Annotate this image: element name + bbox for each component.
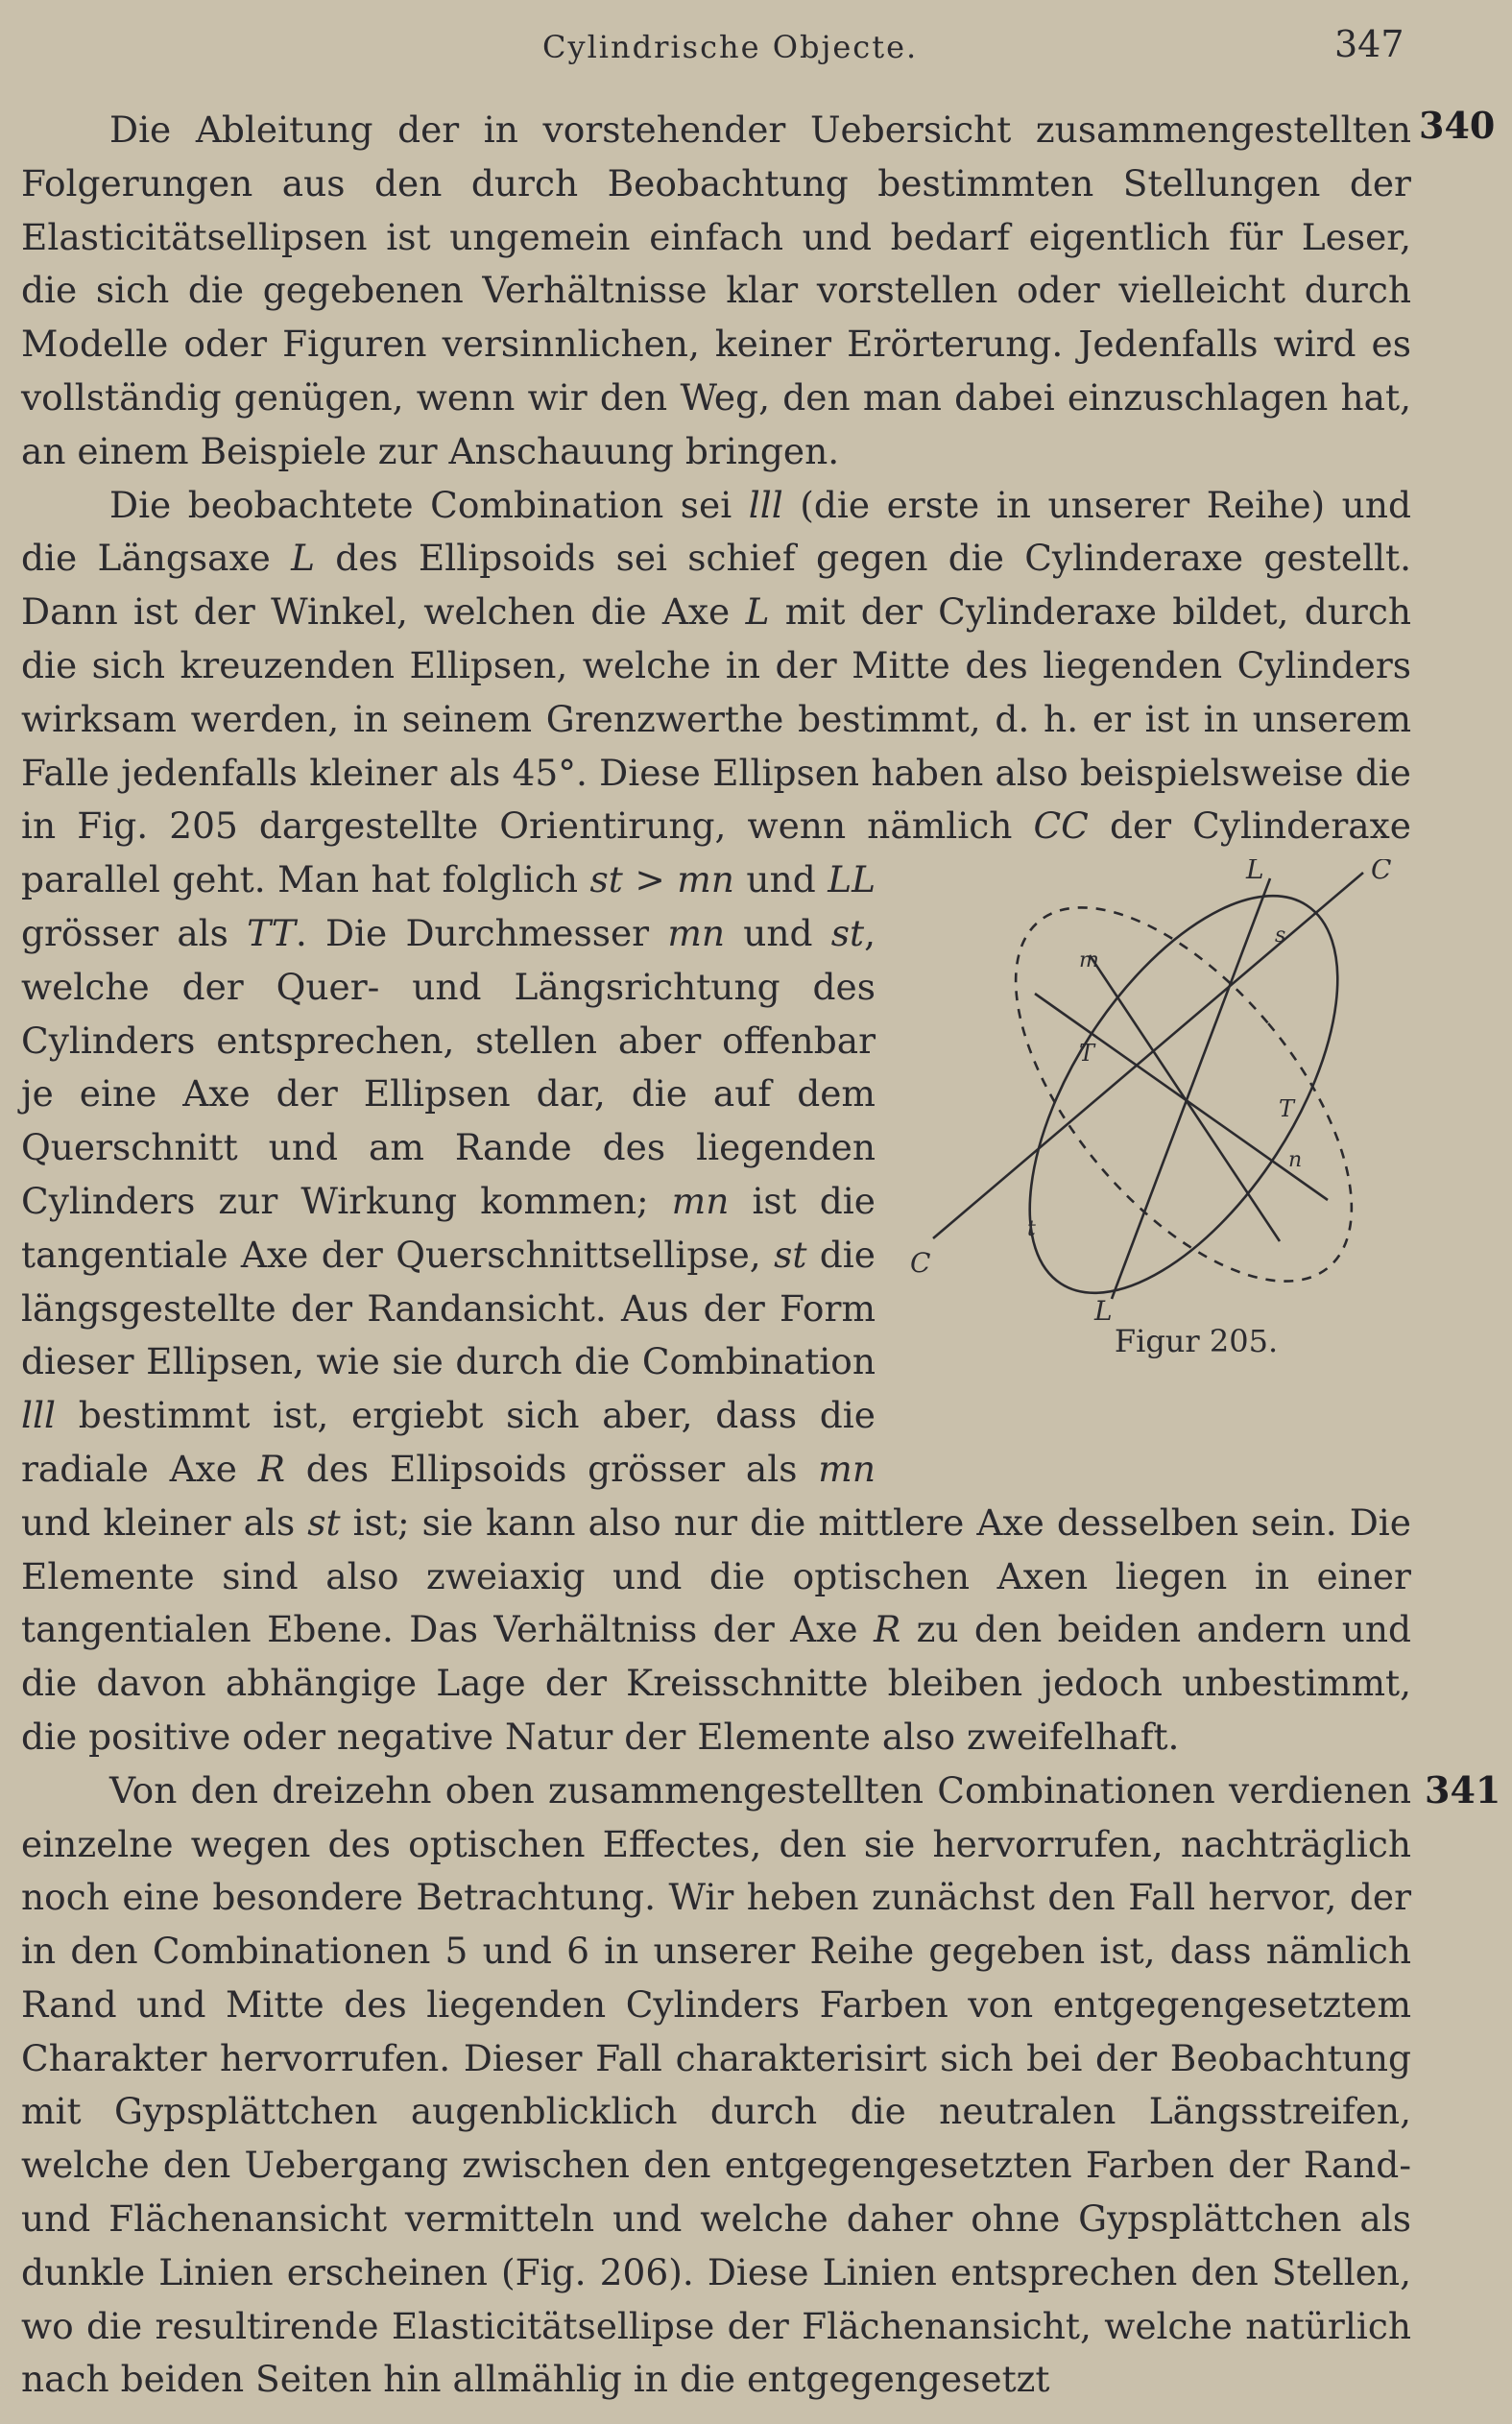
figure-label-L-bottom: L xyxy=(1094,1295,1113,1328)
figure-caption: Figur 205. xyxy=(1114,1323,1279,1360)
figure-label-n: n xyxy=(1288,1148,1303,1173)
figure-label-m: m xyxy=(1079,948,1099,973)
page-number: 347 xyxy=(1334,23,1404,65)
axis-LL xyxy=(1112,878,1270,1299)
figure-label-s: s xyxy=(1275,924,1286,948)
ellipse-solid xyxy=(969,859,1400,1344)
paragraph-1: Die Ableitung der in vorstehender Uebersicht zusammengestellten Folgerungen aus den durch Beobachtung bestimmten Stellungen der Elasticitätsellipsen ist ungemein einfach und bedarf eigentlich für Leser, die sich die gegebenen Verhältnisse klar vorstellen oder vielleicht durch Modelle oder Figuren versinnlichen, keiner Erörterung. Jedenfalls wird es vollständig genügen, wenn wir den Weg, den man dabei einzuschlagen hat, an einem Beispiele zur Anschauung bringen. xyxy=(21,108,1411,472)
figure-label-t: t xyxy=(1027,1217,1036,1242)
running-head xyxy=(0,21,1512,79)
figure-label-T-right: T xyxy=(1279,1095,1295,1123)
paragraph-3: Von den dreizehn oben zusammengestellten Combinationen verdienen einzelne wegen des optischen Effectes, den sie hervorrufen, nachträglich noch eine besondere Betrachtung. Wir heben zunächst den Fall hervor, der in den Combinationen 5 und 6 in unserer Reihe gegeben ist, dass nämlich Rand und Mitte des liegenden Cylinders Farben von entgegengesetztem Charakter hervorrufen. Dieser Fall charakterisirt sich bei der Beobachtung mit Gypsplättchen augenblicklich durch die neutralen Längsstreifen, welche den Uebergang zwischen den entgegengesetzten Farben der Rand- und Flächenansicht vermitteln und welche daher ohne Gypsplättchen als dunkle Linien erscheinen (Fig. 206). Diese Linien entsprechen den Stellen, wo die resultirende Elasticitätsellipse der Flächenansicht, welche natürlich nach beiden Seiten hin allmählig in die entgegengesetzt xyxy=(21,1768,1411,2401)
section-marker-340: 340 xyxy=(1419,104,1496,147)
axis-CC xyxy=(933,873,1363,1238)
section-marker-341: 341 xyxy=(1425,1768,1501,1812)
figure-label-T-left: T xyxy=(1079,1040,1095,1068)
figure-label-C-top: C xyxy=(1371,859,1392,886)
main-text xyxy=(21,104,1411,2407)
figure-label-L-top: L xyxy=(1246,859,1264,886)
figure-205 xyxy=(893,859,1411,1474)
paragraph-2: Die beobachtete Combination sei lll (die erste in unserer Reihe) und die Längsaxe L des Ellipsoids sei schief gegen die Cylinderaxe gestellt. Dann ist der Winkel, welchen die Axe L mit der Cylinderaxe bildet, durch die sich kreuzenden Ellipsen, welche in der Mitte des liegenden Cylinders wirksam werden, in seinem Grenzwerthe bestimmt, d. h. er ist in unserem Falle jedenfalls kleiner als 45°. Diese Ellipsen haben also beispielsweise die in Fig. 205 dargestellte Orientirung, wenn nämlich CC der Cylinderaxe parallel geht. Man hat folglich L C s m T T n t C L Figur 205. st > mn und LL grösser als TT. Die Durchmesser mn und st, welche der Quer- und Längsrichtung des Cylinders entsprechen, stellen aber offenbar je eine Axe der Ellipsen dar, die auf dem Querschnitt und am Rande des liegenden Cylinders zur Wirkung kommen; mn ist die tangentiale Axe der Querschnittsellipse, st die längsgestellte der Randansicht. Aus der Form dieser Ellipsen, wie sie durch die Combination lll bestimmt ist, ergiebt sich aber, dass die radiale Axe R des Ellipsoids grösser als mn und kleiner als st ist; sie kann also nur die mittlere Axe desselben sein. Die Elemente sind also zweiaxig und die optischen Axen liegen in einer tangentialen Ebene. Das Verhältniss der Axe R zu den beiden andern und die davon abhängige Lage der Kreisschnitte bleiben jedoch unbestimmt, die positive oder negative Natur der Elemente also zweifelhaft. xyxy=(21,479,1411,1764)
running-head-title: Cylindrische Objecte. xyxy=(542,29,919,65)
axis-mn xyxy=(1090,955,1280,1241)
figure-label-C-bottom: C xyxy=(910,1247,931,1280)
